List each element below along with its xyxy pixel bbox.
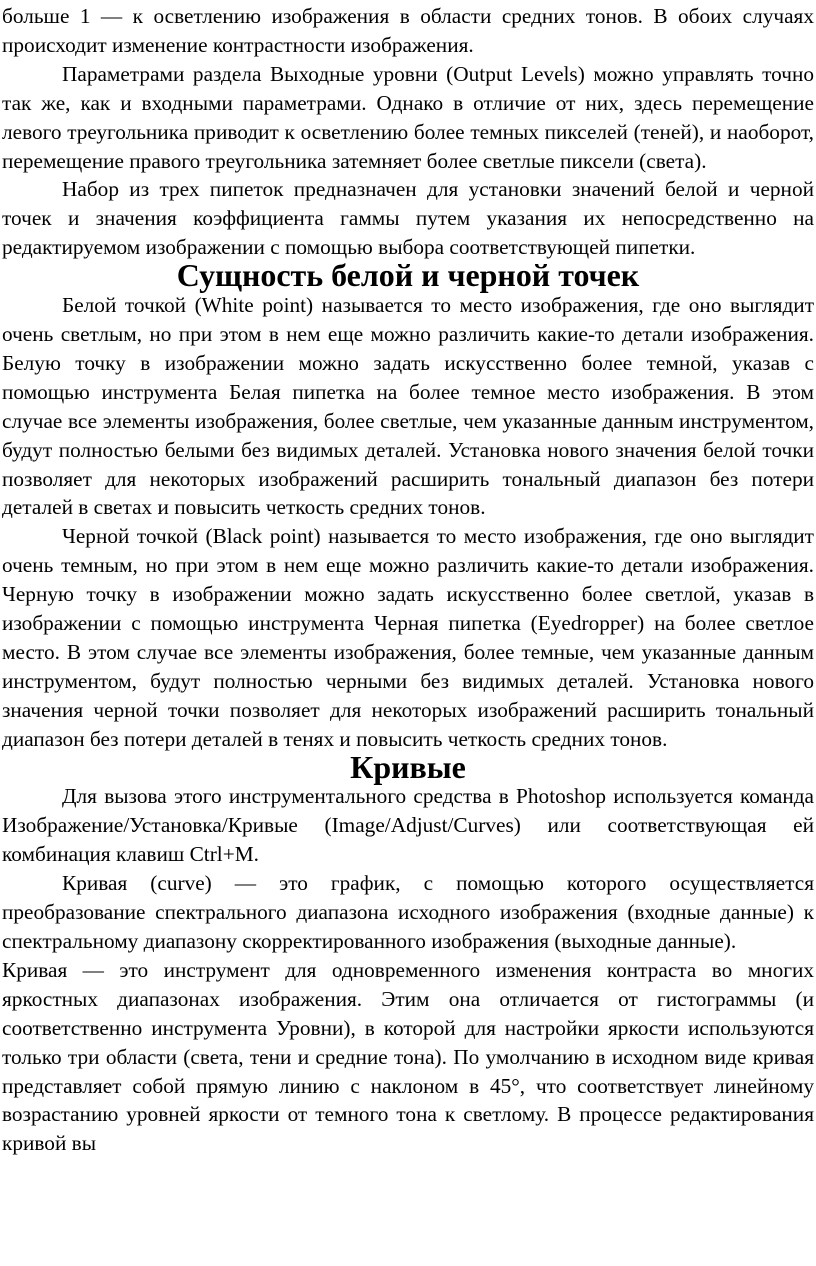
section-heading-curves: Кривые (350, 749, 466, 785)
paragraph-eyedroppers: Набор из трех пипеток предназначен для установки значений белой и черной точек и значения коэффициента гаммы путем указания их непосредственно на редактируемом изображении с помощью выбора соответствующей пипетки. (2, 177, 814, 260)
paragraph-black-point: Черной точкой (Black point) называется то место изображения, где оно выглядит очень темным, но при этом в нем еще можно различить какие-то детали изображения. Черную точку в изображении можно задать искусственно более светлой, указав в изображении с помощью инструмента Черная пипетка (Eyedropper) на более светлое место. В этом случае все элементы изображения, более темные, чем указанные данным инструментом, будут полностью черными без видимых деталей. Установка нового значения черной точки позволяет для некоторых изображений расширить тональный диапазон без потери деталей в тенях и повысить четкость средних тонов. (2, 524, 814, 751)
paragraph-output-levels: Параметрами раздела Выходные уровни (Output Levels) можно управлять точно так же, как и входными параметрами. Однако в отличие от них, здесь перемещение левого треугольника приводит к осветлению более темных пикселей (теней), и наоборот, перемещение правого треугольника затемняет более светлые пиксели (света). (2, 61, 814, 173)
paragraph-curve-definition: Кривая (curve) — это график, с помощью которого осуществляется преобразование спектрального диапазона исходного изображения (входные данные) к спектральному диапазону скорректированного изображения (выходные данные). (2, 871, 814, 953)
paragraph-curves-command: Для вызова этого инструментального средства в Photoshop используется команда Изображение/Установка/Кривые (Image/Adjust/Curves) или соответствующая ей комбинация клавиш Ctrl+M. (2, 784, 814, 867)
paragraph-white-point: Белой точкой (White point) называется то место изображения, где оно выглядит очень светлым, но при этом в нем еще можно различить какие-то детали изображения. Белую точку в изображении можно задать искусственно более темной, указав с помощью инструмента Белая пипетка на более темное место изображения. В этом случае все элементы изображения, более светлые, чем указанные данным инструментом, будут полностью белыми без видимых деталей. Установка нового значения белой точки позволяет для некоторых изображений расширить тональный диапазон без потери деталей в светах и повысить четкость средних тонов. (2, 293, 814, 520)
paragraph-curve-tool: Кривая — это инструмент для одновременного изменения контраста во многих яркостных диапазонах изображения. Этим она отличается от гистограммы (и соответственно инструмента Уровни), в которой для настройки яркости используются только три области (света, тени и средние тона). По умолчанию в исходном виде кривая представляет собой прямую линию с наклоном в 45°, что соответствует линейному возрастанию уровней яркости от темного тона к светлому. В процессе редактирования кривой вы (2, 957, 814, 1156)
paragraph-continuation: больше 1 — к осветлению изображения в области средних тонов. В обоих случаях происходит изменение контрастности изображения. (2, 4, 814, 57)
section-heading-white-black-points: Сущность белой и черной точек (176, 258, 640, 294)
